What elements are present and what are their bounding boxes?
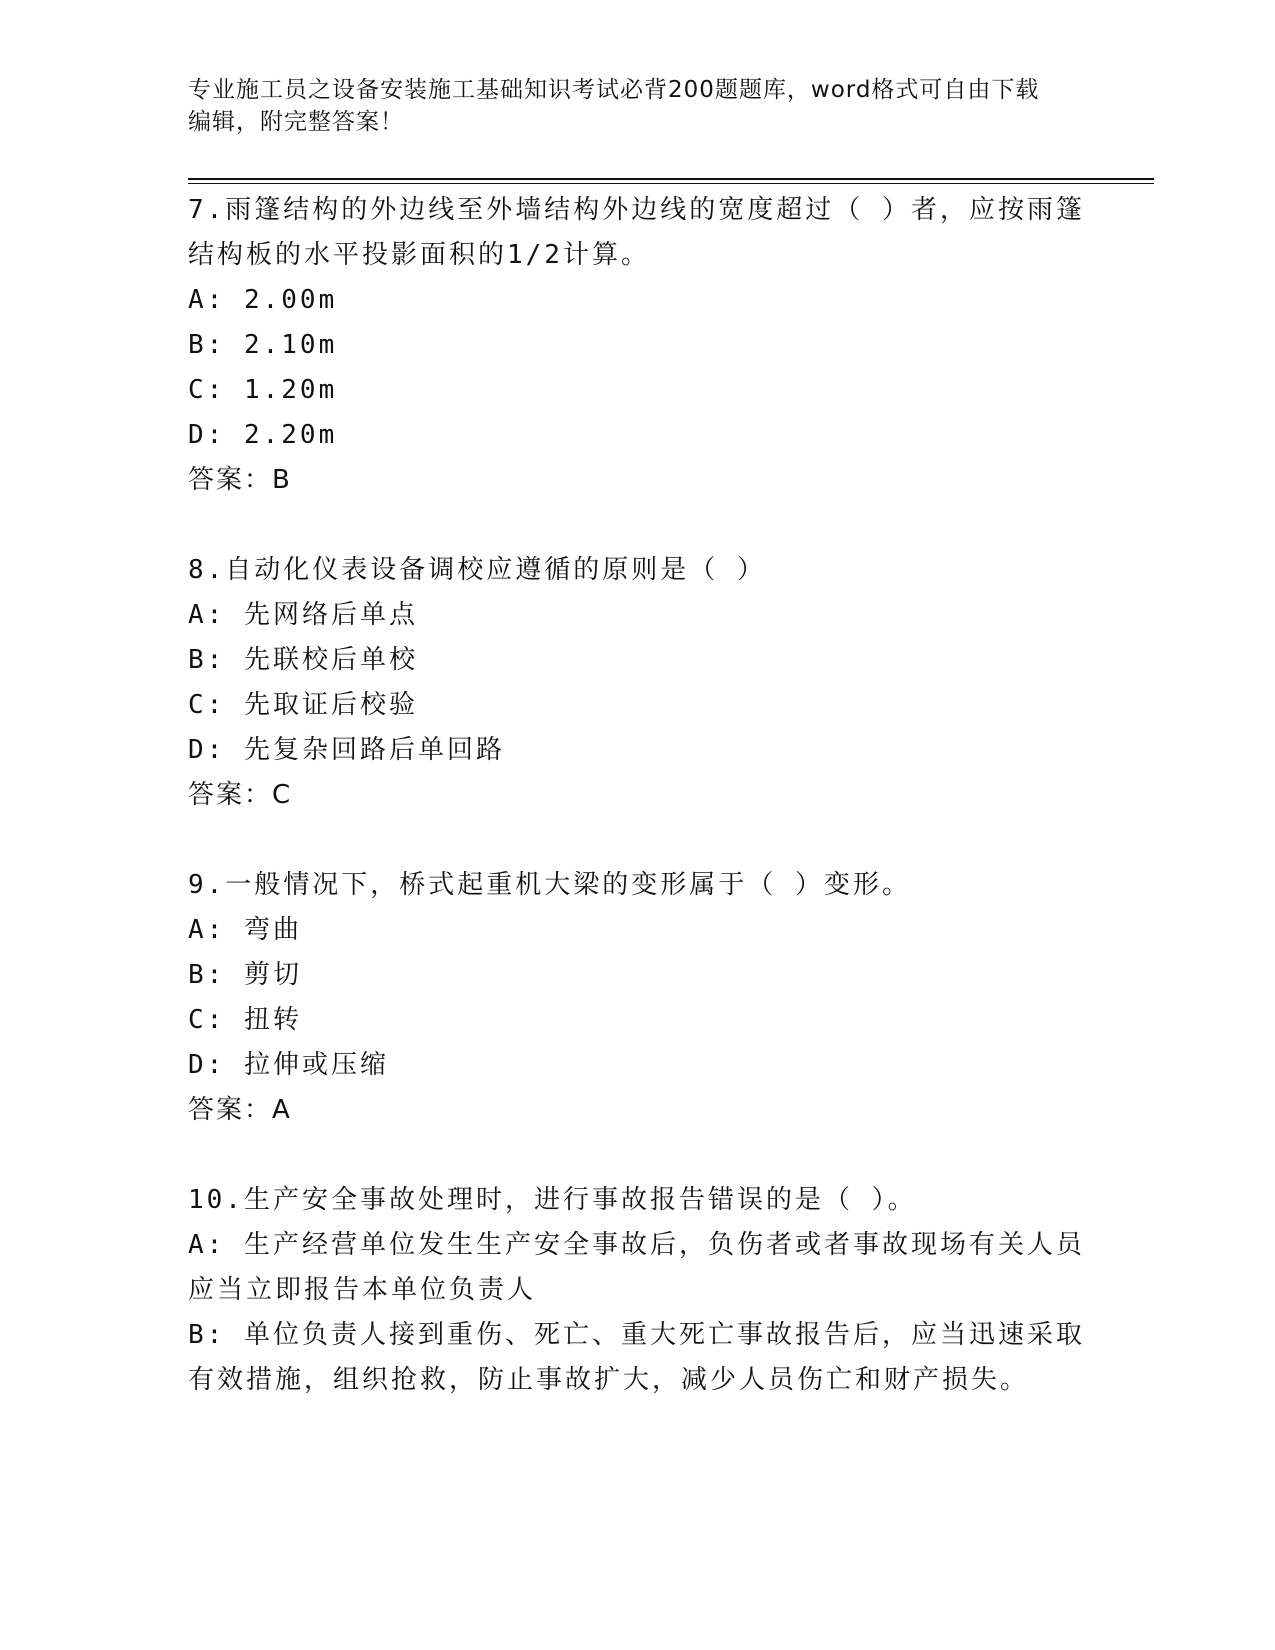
document-header [188, 74, 1068, 138]
question-list [188, 188, 1088, 1448]
question-stem: 7.雨篷结构的外边线至外墙结构外边线的宽度超过（ ）者，应按雨篷结构板的水平投影面积的1/2计算。 [188, 195, 1085, 270]
header-line-2: 编辑，附完整答案！ [188, 109, 404, 135]
question-9 [188, 863, 1088, 1133]
option-b: B: 剪切 [188, 960, 302, 990]
option-d: D: 拉伸或压缩 [188, 1050, 389, 1080]
option-c: C: 先取证后校验 [188, 690, 418, 720]
answer-label: 答案： [188, 465, 273, 495]
option-b: B: 单位负责人接到重伤、死亡、重大死亡事故报告后，应当迅速采取有效措施，组织抢救，防止事故扩大，减少人员伤亡和财产损失。 [188, 1320, 1085, 1395]
option-a: A: 2.00m [188, 285, 338, 315]
option-a: A: 弯曲 [188, 915, 302, 945]
answer-line [188, 458, 1088, 503]
answer-label: 答案： [188, 780, 273, 810]
question-stem: 10.生产安全事故处理时，进行事故报告错误的是（ ）。 [188, 1185, 917, 1215]
option-a: A: 生产经营单位发生生产安全事故后，负伤者或者事故现场有关人员应当立即报告本单位负责人 [188, 1230, 1085, 1305]
header-divider-thick [188, 178, 1154, 180]
question-stem: 9.一般情况下，桥式起重机大梁的变形属于（ ）变形。 [188, 870, 911, 900]
question-10 [188, 1178, 1088, 1403]
answer-label: 答案： [188, 1095, 273, 1125]
answer-line [188, 1088, 1088, 1133]
option-c: C: 1.20m [188, 375, 338, 405]
question-7 [188, 188, 1088, 503]
option-b: B: 2.10m [188, 330, 338, 360]
question-stem: 8.自动化仪表设备调校应遵循的原则是（ ） [188, 555, 766, 585]
answer-value: C [272, 780, 292, 810]
option-c: C: 扭转 [188, 1005, 302, 1035]
answer-value: A [272, 1095, 291, 1125]
option-d: D: 2.20m [188, 420, 338, 450]
option-a: A: 先网络后单点 [188, 600, 418, 630]
option-b: B: 先联校后单校 [188, 645, 418, 675]
header-divider-thin [188, 183, 1154, 184]
header-line-1: 专业施工员之设备安装施工基础知识考试必背200题题库，word格式可自由下载 [188, 77, 1040, 103]
answer-value: B [272, 465, 291, 495]
answer-line [188, 773, 1088, 818]
option-d: D: 先复杂回路后单回路 [188, 735, 505, 765]
question-8 [188, 548, 1088, 818]
